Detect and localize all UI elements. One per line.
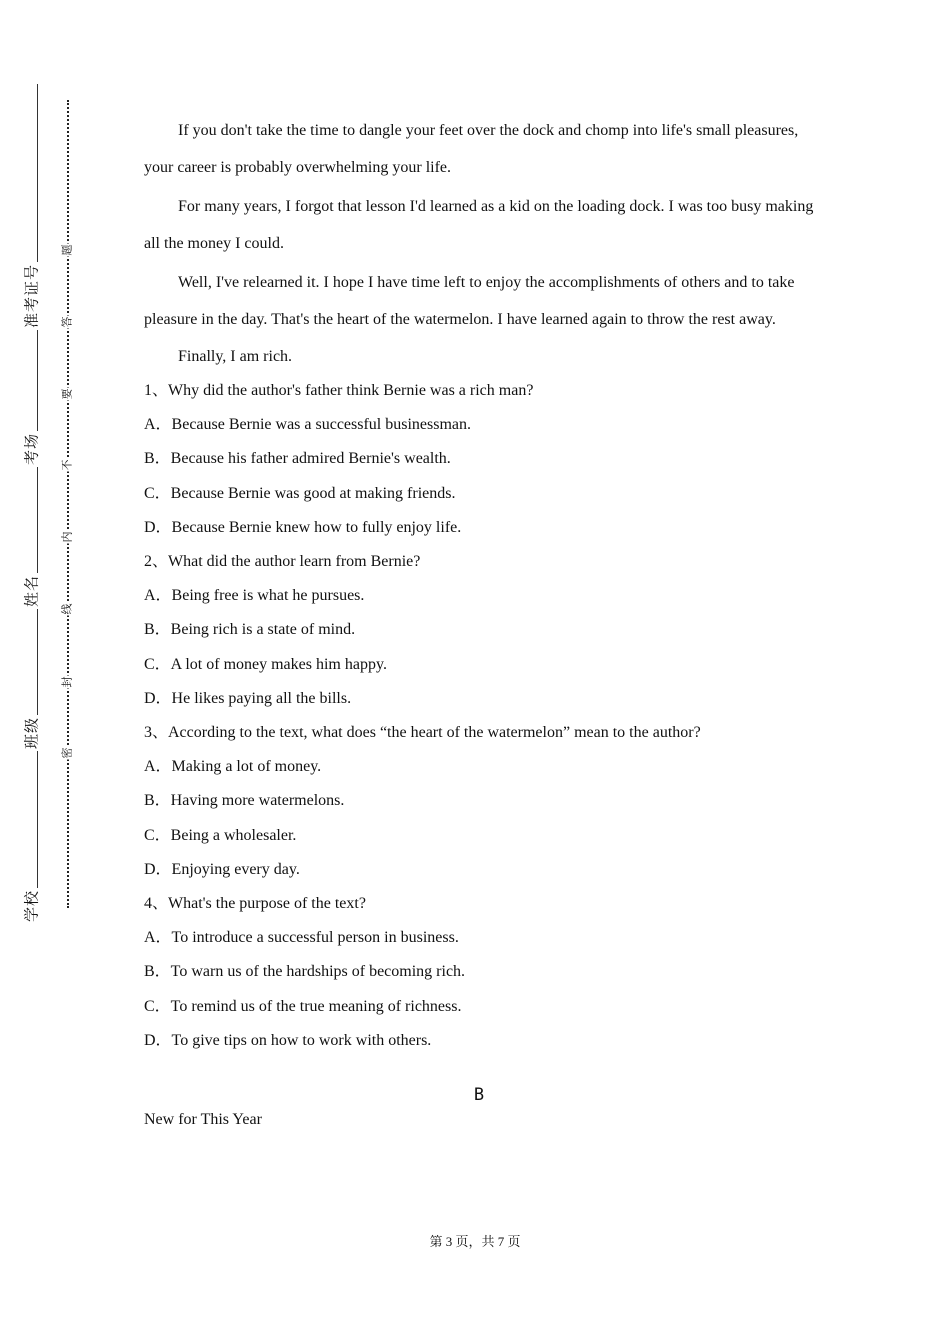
answer-option: D．He likes paying all the bills. [144, 689, 352, 707]
answer-option: C．To remind us of the true meaning of richness. [144, 997, 462, 1015]
seal-char: 内 [60, 531, 74, 543]
fill-in-line [37, 84, 38, 924]
class-label: 班级 [18, 715, 45, 751]
question-2 [144, 545, 814, 716]
answer-option: D．Because Bernie knew how to fully enjoy life. [144, 518, 462, 536]
exam-room-label: 考场 [18, 431, 45, 467]
answer-option: A．Making a lot of money. [144, 758, 322, 776]
name-label: 姓名 [18, 573, 45, 609]
question-1 [144, 374, 814, 545]
exam-id-label: 准考证号 [18, 262, 45, 330]
reading-passage [144, 112, 814, 374]
passage-paragraph: Finally, I am rich. [178, 348, 293, 365]
question-3 [144, 716, 814, 887]
question-4 [144, 887, 814, 1058]
seal-char: 要 [60, 388, 74, 400]
seal-char: 密 [60, 747, 74, 759]
answer-option: C．Because Bernie was good at making friends. [144, 484, 456, 502]
seal-line [67, 100, 69, 908]
page-number: 第 3 页，共 7 页 [429, 1234, 521, 1249]
question-stem: 2、What did the author learn from Bernie? [144, 553, 421, 571]
passage-paragraph: If you don't take the time to dangle your feet over the dock and chomp into life's small pleasures, your career is probably overwhelming your life. [144, 122, 799, 176]
answer-option: D．Enjoying every day. [144, 860, 300, 878]
answer-option: B．Having more watermelons. [144, 792, 345, 810]
question-stem: 3、According to the text, what does “the heart of the watermelon” mean to the author? [144, 724, 701, 742]
school-label: 学校 [18, 888, 45, 924]
answer-option: A．To introduce a successful person in business. [144, 929, 459, 947]
answer-option: B．Because his father admired Bernie's wealth. [144, 450, 451, 468]
seal-char: 不 [60, 459, 74, 471]
answer-option: A．Because Bernie was a successful businessman. [144, 416, 472, 434]
passage-paragraph: Well, I've relearned it. I hope I have time left to enjoy the accomplishments of others and to take pleasure in the day. That's the heart of the watermelon. I have learned again to throw the rest away. [144, 274, 795, 328]
answer-option: C．Being a wholesaler. [144, 826, 297, 844]
answer-option: D．To give tips on how to work with others. [144, 1031, 432, 1049]
seal-char: 题 [60, 244, 74, 256]
answer-option: A．Being free is what he pursues. [144, 587, 365, 605]
seal-char: 封 [60, 676, 74, 688]
exam-content [144, 112, 814, 1133]
section-letter: B [473, 1085, 485, 1106]
seal-char: 线 [60, 603, 74, 615]
question-stem: 1、Why did the author's father think Bernie was a rich man? [144, 382, 534, 399]
answer-option: B．Being rich is a state of mind. [144, 621, 356, 639]
question-stem: 4、What's the purpose of the text? [144, 895, 366, 913]
passage-paragraph: For many years, I forgot that lesson I'd learned as a kid on the loading dock. I was too busy making all the money I could. [144, 198, 814, 252]
seal-char: 答 [60, 316, 74, 328]
section-title: New for This Year [144, 1111, 262, 1129]
answer-option: C．A lot of money makes him happy. [144, 655, 387, 673]
answer-option: B．To warn us of the hardships of becoming rich. [144, 963, 466, 981]
